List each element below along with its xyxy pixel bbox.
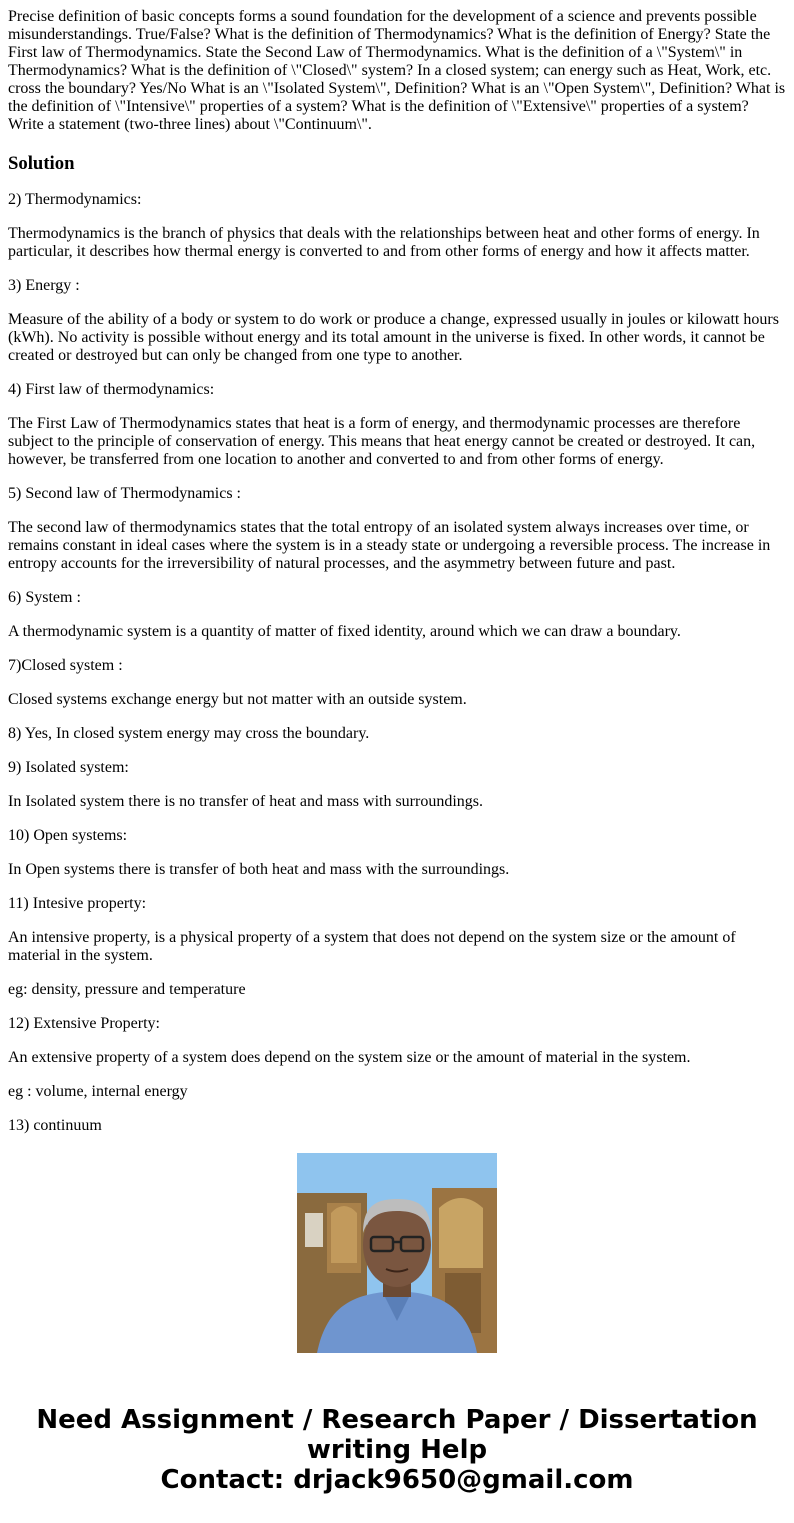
question-text: Precise definition of basic concepts forms a sound foundation for the development of a science and prevents possible misunderstandings. True/False? What is the definition of Thermodynamics? What is the definition of Energy? State the First law of Thermodynamics. State the Second Law of Thermodynamics. What is the definition of a \"System\" in Thermodynamics? What is the definition of \"Closed\" system? In a closed system; can energy such as Heat, Work, etc. cross the boundary? Yes/No What is an \"Isolated System\", Definition? What is an \"Open System\", Definition? What is the definition of \"Intensive\" properties of a system? What is the definition of \"Extensive\" properties of a system? Write a statement (two-three lines) about \"Continuum\". xyxy=(8,8,786,133)
contact-email: Contact: drjack9650@gmail.com xyxy=(160,1465,634,1495)
author-photo xyxy=(297,1153,497,1353)
answer-paragraph: A thermodynamic system is a quantity of matter of fixed identity, around which we can draw a boundary. xyxy=(8,623,681,640)
answer-paragraph: 6) System : xyxy=(8,589,81,606)
answer-paragraph: eg: density, pressure and temperature xyxy=(8,981,246,998)
answer-paragraph: 11) Intesive property: xyxy=(8,895,147,912)
solution-heading: Solution xyxy=(8,153,75,174)
answer-paragraph-cut: 13) continuum xyxy=(8,1117,102,1134)
answer-paragraph: 8) Yes, In closed system energy may cross the boundary. xyxy=(8,725,370,742)
answer-paragraph: 7)Closed system : xyxy=(8,657,123,674)
answer-paragraph: The First Law of Thermodynamics states that heat is a form of energy, and thermodynamic processes are therefore subject to the principle of conservation of energy. This means that heat energy cannot be created or destroyed. It can, however, be transferred from one location to another and converted to and from other forms of energy. xyxy=(8,415,756,468)
answer-paragraph: 2) Thermodynamics: xyxy=(8,191,142,208)
answer-paragraph: The second law of thermodynamics states that the total entropy of an isolated system always increases over time, or remains constant in ideal cases where the system is in a steady state or undergoing a reversible process. The increase in entropy accounts for the irreversibility of natural processes, and the asymmetry between future and past. xyxy=(8,519,771,572)
answer-paragraph: An intensive property, is a physical property of a system that does not depend on the system size or the amount of material in the system. xyxy=(8,929,736,964)
contact-banner xyxy=(0,1405,794,1495)
answer-paragraph: Measure of the ability of a body or system to do work or produce a change, expressed usually in joules or kilowatt hours (kWh). No activity is possible without energy and its total amount in the universe is fixed. In other words, it cannot be created or destroyed but can only be changed from one type to another. xyxy=(8,311,779,364)
answer-paragraph: 10) Open systems: xyxy=(8,827,128,844)
author-portrait-image xyxy=(297,1153,497,1353)
answer-paragraph: 9) Isolated system: xyxy=(8,759,129,776)
banner-headline: Need Assignment / Research Paper / Dissertation xyxy=(36,1405,758,1435)
answer-paragraph: 5) Second law of Thermodynamics : xyxy=(8,485,241,502)
answer-list xyxy=(8,191,788,1135)
answer-paragraph: An extensive property of a system does depend on the system size or the amount of material in the system. xyxy=(8,1049,691,1066)
answer-paragraph: Closed systems exchange energy but not matter with an outside system. xyxy=(8,691,467,708)
answer-paragraph: Thermodynamics is the branch of physics that deals with the relationships between heat and other forms of energy. In particular, it describes how thermal energy is converted to and from other forms of energy and how it affects matter. xyxy=(8,225,760,260)
document-content xyxy=(8,8,788,1134)
answer-paragraph: 4) First law of thermodynamics: xyxy=(8,381,215,398)
answer-paragraph: In Open systems there is transfer of both heat and mass with the surroundings. xyxy=(8,861,510,878)
answer-paragraph: 3) Energy : xyxy=(8,277,80,294)
banner-subheadline: writing Help xyxy=(306,1435,488,1465)
answer-paragraph: eg : volume, internal energy xyxy=(8,1083,188,1100)
answer-paragraph: 12) Extensive Property: xyxy=(8,1015,160,1032)
answer-paragraph: In Isolated system there is no transfer of heat and mass with surroundings. xyxy=(8,793,484,810)
